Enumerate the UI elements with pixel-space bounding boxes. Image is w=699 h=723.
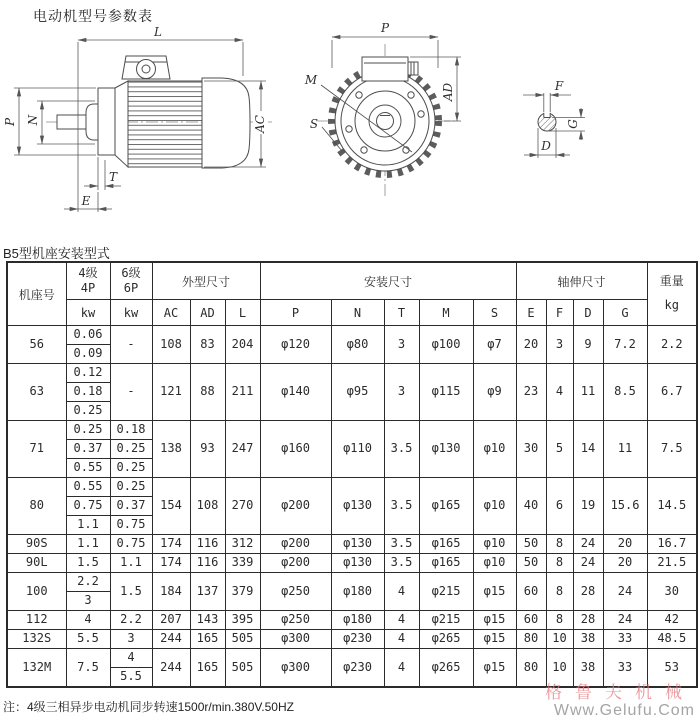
table-row-132S	[7, 630, 697, 649]
dim-F: 8	[546, 611, 573, 630]
dim-G: 15.6	[603, 478, 647, 535]
dim-E: 60	[516, 573, 546, 611]
dim-G: 33	[603, 630, 647, 649]
dim-F: 10	[546, 649, 573, 688]
dim-M: φ130	[419, 421, 473, 478]
dim-S: φ15	[473, 573, 516, 611]
dim-L: 312	[225, 535, 260, 554]
dim-G: 24	[603, 573, 647, 611]
dim-E: 23	[516, 364, 546, 421]
dim-label-AD: AD	[441, 82, 455, 102]
power-4p: 2.2	[66, 573, 110, 592]
dim-S: φ10	[473, 421, 516, 478]
col-group-outline: 外型尺寸	[152, 262, 260, 300]
dim-D: 14	[573, 421, 603, 478]
power-4p: 1.1	[66, 516, 110, 535]
dim-AD: 93	[190, 421, 225, 478]
power-6p: 5.5	[110, 668, 152, 688]
power-6p: 4	[110, 649, 152, 668]
dim-E: 20	[516, 326, 546, 364]
flange-cone	[115, 81, 128, 167]
power-6p: 0.25	[110, 478, 152, 497]
power-6p: 0.18	[110, 421, 152, 440]
dim-label-M: M	[304, 73, 318, 87]
dim-D: 9	[573, 326, 603, 364]
dim-M: φ215	[419, 611, 473, 630]
power-4p: 0.25	[66, 421, 110, 440]
dim-E: 50	[516, 535, 546, 554]
dim-E: 80	[516, 630, 546, 649]
dim-AC: 244	[152, 649, 190, 688]
dim-P: φ140	[260, 364, 331, 421]
dim-N: φ110	[331, 421, 384, 478]
terminal-box-front	[362, 57, 408, 81]
watermark-brand: 格鲁夫机械	[545, 683, 695, 702]
dim-L: 247	[225, 421, 260, 478]
bearing-cover	[86, 104, 98, 140]
col-header-N: N	[331, 300, 384, 326]
power-4p: 7.5	[66, 649, 110, 688]
dim-G: 8.5	[603, 364, 647, 421]
table-row-112	[7, 611, 697, 630]
table-row-56-1	[7, 326, 697, 345]
dim-P: φ120	[260, 326, 331, 364]
weight-kg: 16.7	[647, 535, 697, 554]
dim-AD: 88	[190, 364, 225, 421]
dim-P: φ200	[260, 535, 331, 554]
dim-F: 8	[546, 535, 573, 554]
dim-AC: 244	[152, 630, 190, 649]
frame-number: 71	[7, 421, 66, 478]
dim-L: 270	[225, 478, 260, 535]
dim-AD: 137	[190, 573, 225, 611]
power-6p: -	[110, 364, 152, 421]
dim-D: 28	[573, 573, 603, 611]
dim-N: φ180	[331, 611, 384, 630]
dim-AC: 207	[152, 611, 190, 630]
dim-D: 19	[573, 478, 603, 535]
dim-L: 339	[225, 554, 260, 573]
power-4p: 4	[66, 611, 110, 630]
col-header-kw-4p: kw	[66, 300, 110, 326]
dim-F: 10	[546, 630, 573, 649]
dim-F: 3	[546, 326, 573, 364]
dim-M: φ265	[419, 630, 473, 649]
dim-T: 3.5	[384, 554, 419, 573]
col-header-weight: 重量 kg	[647, 262, 697, 326]
col-header-S: S	[473, 300, 516, 326]
power-6p: 0.37	[110, 497, 152, 516]
dim-T: 4	[384, 630, 419, 649]
dim-AC: 174	[152, 535, 190, 554]
dim-N: φ95	[331, 364, 384, 421]
dim-P: φ250	[260, 573, 331, 611]
dim-L: 395	[225, 611, 260, 630]
weight-kg: 48.5	[647, 630, 697, 649]
col-header-F: F	[546, 300, 573, 326]
weight-kg: 6.7	[647, 364, 697, 421]
dim-AD: 165	[190, 649, 225, 688]
dim-E: 30	[516, 421, 546, 478]
col-header-T: T	[384, 300, 419, 326]
weight-kg: 21.5	[647, 554, 697, 573]
dim-T: 3	[384, 364, 419, 421]
table-row-80-1	[7, 478, 697, 497]
dim-M: φ265	[419, 649, 473, 688]
dim-S: φ15	[473, 611, 516, 630]
dim-D: 28	[573, 611, 603, 630]
dim-S: φ10	[473, 554, 516, 573]
dim-T: 3.5	[384, 478, 419, 535]
table-row-100-1	[7, 573, 697, 592]
power-6p: 2.2	[110, 611, 152, 630]
col-group-shaft: 轴伸尺寸	[516, 262, 647, 300]
watermark	[545, 684, 695, 719]
dim-D: 11	[573, 364, 603, 421]
dim-AD: 108	[190, 478, 225, 535]
weight-kg: 53	[647, 649, 697, 688]
weight-kg: 2.2	[647, 326, 697, 364]
dim-M: φ165	[419, 535, 473, 554]
col-header-6p: 6级 6P	[110, 262, 152, 300]
frame-number: 100	[7, 573, 66, 611]
dim-AD: 116	[190, 554, 225, 573]
flange	[98, 88, 115, 155]
frame-number: 56	[7, 326, 66, 364]
dim-label-T: T	[108, 170, 118, 184]
dim-E: 80	[516, 649, 546, 688]
dim-label-P-front: P	[380, 21, 390, 35]
dim-M: φ115	[419, 364, 473, 421]
footnote: 注：4级三相异步电动机同步转速1500r/min.380V.50HZ	[3, 700, 294, 714]
dim-AD: 143	[190, 611, 225, 630]
dim-AC: 121	[152, 364, 190, 421]
dim-label-N: N	[26, 114, 40, 126]
dim-N: φ130	[331, 535, 384, 554]
dim-G: 7.2	[603, 326, 647, 364]
dim-G: 20	[603, 535, 647, 554]
frame-number: 80	[7, 478, 66, 535]
front-view-drawing	[318, 44, 456, 198]
dim-P: φ200	[260, 554, 331, 573]
dim-N: φ230	[331, 649, 384, 688]
weight-kg: 14.5	[647, 478, 697, 535]
col-header-G: G	[603, 300, 647, 326]
rear-cap	[202, 78, 250, 168]
frame-number: 132S	[7, 630, 66, 649]
power-4p: 0.12	[66, 364, 110, 383]
dim-G: 24	[603, 611, 647, 630]
dim-S: φ15	[473, 649, 516, 688]
dim-T: 4	[384, 573, 419, 611]
dim-E: 40	[516, 478, 546, 535]
motor-body-fins	[128, 81, 202, 167]
frame-number: 112	[7, 611, 66, 630]
dim-N: φ80	[331, 326, 384, 364]
dim-E: 60	[516, 611, 546, 630]
dim-D: 38	[573, 649, 603, 688]
dim-D: 24	[573, 554, 603, 573]
power-4p: 0.55	[66, 459, 110, 478]
dim-T: 3.5	[384, 535, 419, 554]
col-header-kw-6p: kw	[110, 300, 152, 326]
dim-label-D: D	[541, 139, 551, 153]
dim-S: φ10	[473, 535, 516, 554]
col-header-E: E	[516, 300, 546, 326]
dim-L: 505	[225, 649, 260, 688]
power-6p: 0.25	[110, 440, 152, 459]
col-header-L: L	[225, 300, 260, 326]
side-view-drawing	[46, 56, 272, 168]
dim-S: φ7	[473, 326, 516, 364]
power-6p: 0.75	[110, 535, 152, 554]
col-group-mount: 安装尺寸	[260, 262, 516, 300]
dim-G: 20	[603, 554, 647, 573]
dim-P: φ160	[260, 421, 331, 478]
power-6p: 1.1	[110, 554, 152, 573]
shaft-section-drawing	[538, 112, 556, 131]
weight-kg: 42	[647, 611, 697, 630]
power-4p: 1.1	[66, 535, 110, 554]
frame-number: 132M	[7, 649, 66, 688]
dim-AD: 83	[190, 326, 225, 364]
power-6p: 0.25	[110, 459, 152, 478]
watermark-url: Www.Gelufu.Com	[553, 701, 695, 719]
col-header-P: P	[260, 300, 331, 326]
power-4p: 0.55	[66, 478, 110, 497]
dim-T: 3.5	[384, 421, 419, 478]
col-header-D: D	[573, 300, 603, 326]
dim-F: 8	[546, 573, 573, 611]
power-4p: 0.09	[66, 345, 110, 364]
dim-F: 6	[546, 478, 573, 535]
dim-L: 211	[225, 364, 260, 421]
dim-AC: 154	[152, 478, 190, 535]
weight-kg: 30	[647, 573, 697, 611]
table-row-71-1	[7, 421, 697, 440]
page-title: 电动机型号参数表	[33, 8, 153, 24]
table-row-63-1	[7, 364, 697, 383]
power-4p: 5.5	[66, 630, 110, 649]
dim-AD: 116	[190, 535, 225, 554]
power-4p: 0.06	[66, 326, 110, 345]
dim-label-AC: AC	[253, 115, 267, 133]
power-6p: -	[110, 326, 152, 364]
dim-S: φ9	[473, 364, 516, 421]
dim-N: φ130	[331, 478, 384, 535]
dim-N: φ130	[331, 554, 384, 573]
dim-T: 4	[384, 649, 419, 688]
dim-P: φ200	[260, 478, 331, 535]
dim-L: 379	[225, 573, 260, 611]
dim-D: 38	[573, 630, 603, 649]
table-body	[7, 326, 697, 688]
dim-D: 24	[573, 535, 603, 554]
dim-label-E: E	[81, 194, 91, 208]
dim-AD: 165	[190, 630, 225, 649]
motor-dimension-drawing	[0, 0, 699, 250]
dim-F: 8	[546, 554, 573, 573]
table-header	[7, 262, 697, 326]
col-header-AC: AC	[152, 300, 190, 326]
frame-number: 63	[7, 364, 66, 421]
dim-L: 505	[225, 630, 260, 649]
dim-L: 204	[225, 326, 260, 364]
power-4p: 3	[66, 592, 110, 611]
dim-N: φ180	[331, 573, 384, 611]
dim-label-G: G	[566, 119, 580, 129]
dim-F: 4	[546, 364, 573, 421]
section-label: B5型机座安装型式	[3, 246, 110, 261]
dim-label-F: F	[554, 79, 564, 93]
power-4p: 0.37	[66, 440, 110, 459]
motor-spec-table	[6, 261, 698, 688]
dim-N: φ230	[331, 630, 384, 649]
dim-label-P: P	[3, 117, 17, 127]
dim-M: φ165	[419, 478, 473, 535]
dim-G: 33	[603, 649, 647, 688]
shaft	[57, 115, 88, 129]
table-row-132M-1	[7, 649, 697, 668]
dim-AC: 108	[152, 326, 190, 364]
dim-M: φ165	[419, 554, 473, 573]
col-header-frame: 机座号	[7, 262, 66, 326]
power-4p: 0.18	[66, 383, 110, 402]
frame-number: 90L	[7, 554, 66, 573]
power-6p: 1.5	[110, 573, 152, 611]
weight-kg: 7.5	[647, 421, 697, 478]
table-row-90L	[7, 554, 697, 573]
col-header-4p: 4级 4P	[66, 262, 110, 300]
power-6p: 0.75	[110, 516, 152, 535]
table-row-90S	[7, 535, 697, 554]
dim-label-L: L	[154, 25, 162, 39]
power-4p: 0.75	[66, 497, 110, 516]
dim-P: φ300	[260, 630, 331, 649]
dim-T: 3	[384, 326, 419, 364]
dim-P: φ250	[260, 611, 331, 630]
power-4p: 1.5	[66, 554, 110, 573]
dim-AC: 174	[152, 554, 190, 573]
dim-F: 5	[546, 421, 573, 478]
dim-E: 50	[516, 554, 546, 573]
gland-stub	[408, 62, 418, 75]
dim-S: φ10	[473, 478, 516, 535]
col-header-AD: AD	[190, 300, 225, 326]
dim-AC: 138	[152, 421, 190, 478]
dim-T: 4	[384, 611, 419, 630]
dim-label-S: S	[309, 117, 319, 131]
dim-P: φ300	[260, 649, 331, 688]
dim-M: φ215	[419, 573, 473, 611]
dim-S: φ15	[473, 630, 516, 649]
col-header-M: M	[419, 300, 473, 326]
power-6p: 3	[110, 630, 152, 649]
dim-AC: 184	[152, 573, 190, 611]
frame-number: 90S	[7, 535, 66, 554]
dim-M: φ100	[419, 326, 473, 364]
dim-G: 11	[603, 421, 647, 478]
power-4p: 0.25	[66, 402, 110, 421]
